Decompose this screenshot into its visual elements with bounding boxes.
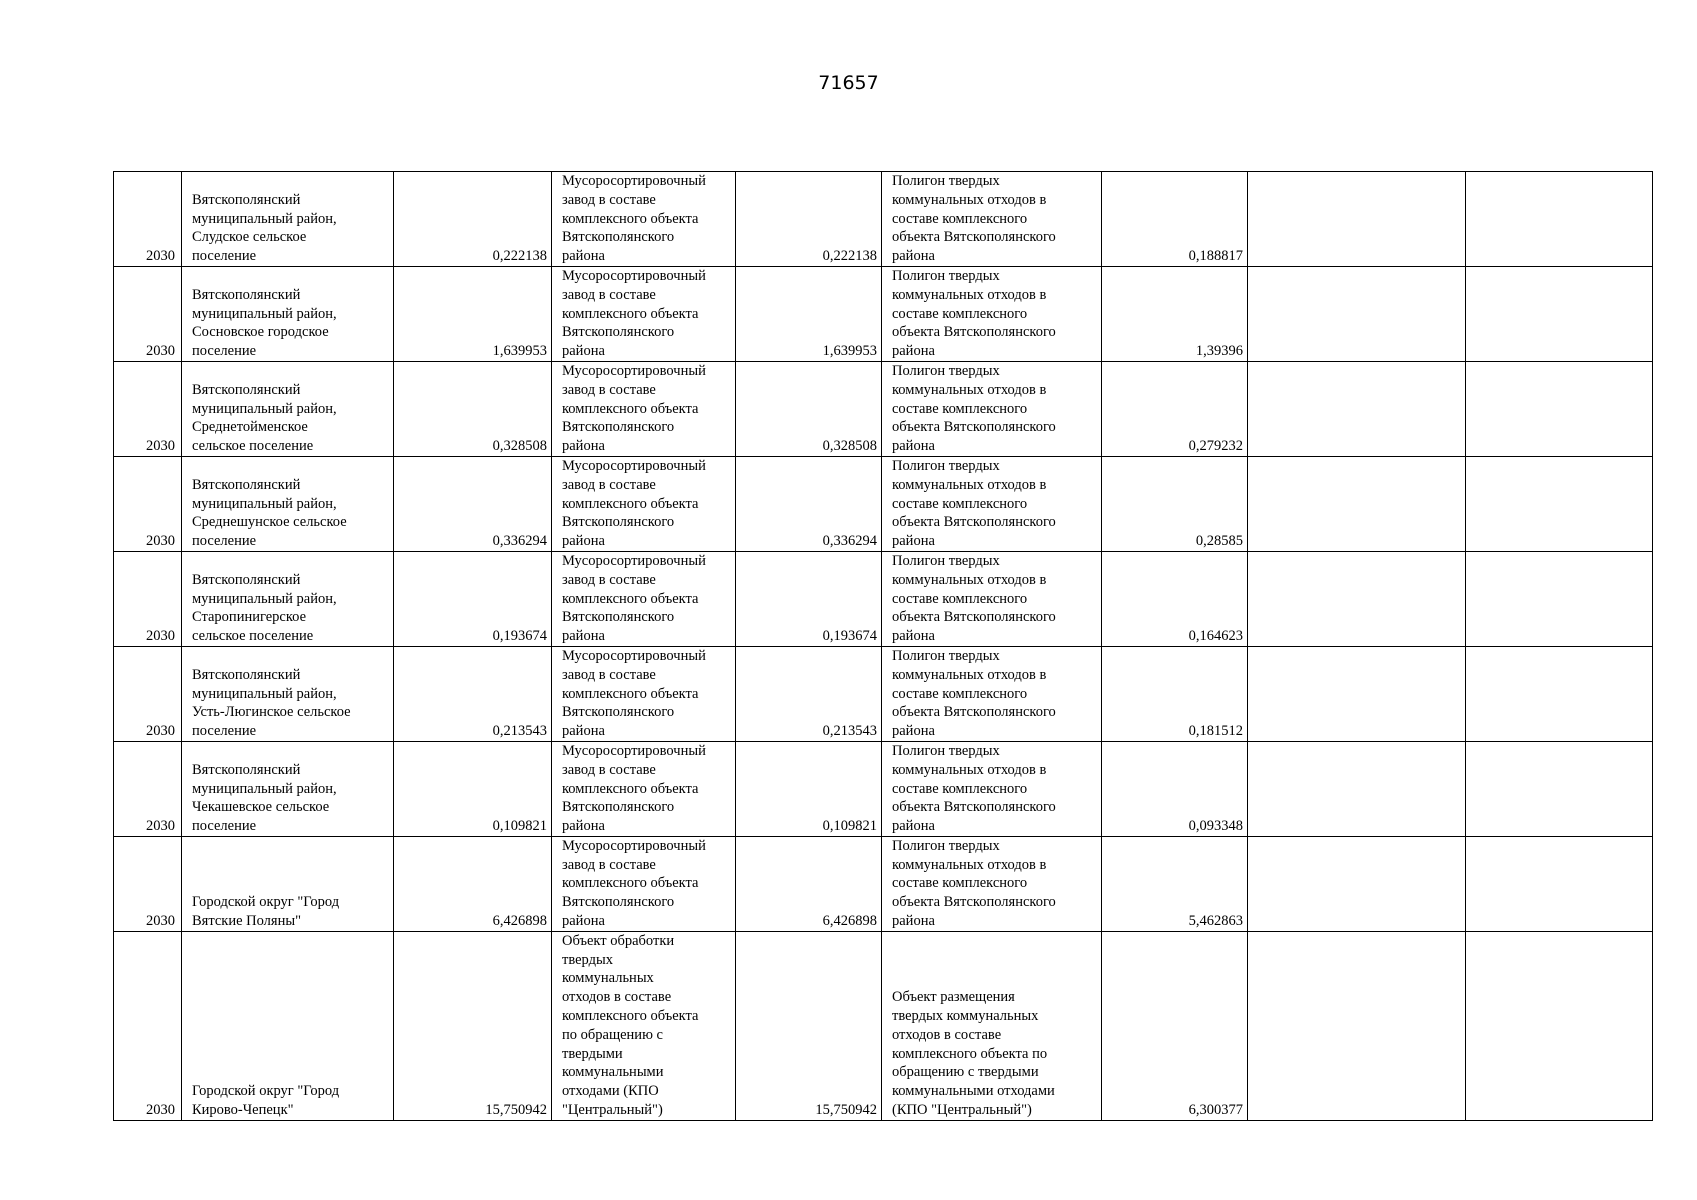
year-cell: 2030	[114, 931, 182, 1120]
empty-cell	[1466, 172, 1653, 267]
processing-facility-cell: Мусоросортировочный завод в составе комплексного объекта Вятскополянского района	[552, 266, 736, 361]
generated-volume-cell: 1,639953	[394, 266, 552, 361]
disposed-volume-cell: 0,279232	[1102, 361, 1248, 456]
empty-cell	[1248, 931, 1466, 1120]
municipality-cell: Вятскополянский муниципальный район, Сосновское городское поселение	[182, 266, 394, 361]
table-row	[114, 172, 1653, 267]
processed-volume-cell: 0,222138	[736, 172, 882, 267]
municipality-cell: Вятскополянский муниципальный район, Среднешунское сельское поселение	[182, 456, 394, 551]
municipality-cell: Вятскополянский муниципальный район, Чекашевское сельское поселение	[182, 741, 394, 836]
processed-volume-cell: 0,328508	[736, 361, 882, 456]
empty-cell	[1466, 931, 1653, 1120]
processing-facility-cell: Объект обработки твердых коммунальных отходов в составе комплексного объекта по обращению с твердыми коммунальными отходами (КПО "Центральный")	[552, 931, 736, 1120]
processed-volume-cell: 6,426898	[736, 836, 882, 931]
generated-volume-cell: 0,213543	[394, 646, 552, 741]
year-cell: 2030	[114, 836, 182, 931]
disposal-facility-cell: Полигон твердых коммунальных отходов в составе комплексного объекта Вятскополянского района	[882, 172, 1102, 267]
processed-volume-cell: 0,213543	[736, 646, 882, 741]
municipality-cell: Городской округ "Город Вятские Поляны"	[182, 836, 394, 931]
disposal-facility-cell: Полигон твердых коммунальных отходов в составе комплексного объекта Вятскополянского района	[882, 741, 1102, 836]
processing-facility-cell: Мусоросортировочный завод в составе комплексного объекта Вятскополянского района	[552, 361, 736, 456]
generated-volume-cell: 0,336294	[394, 456, 552, 551]
table-row	[114, 456, 1653, 551]
processing-facility-cell: Мусоросортировочный завод в составе комплексного объекта Вятскополянского района	[552, 551, 736, 646]
disposal-facility-cell: Полигон твердых коммунальных отходов в составе комплексного объекта Вятскополянского района	[882, 646, 1102, 741]
year-cell: 2030	[114, 361, 182, 456]
processed-volume-cell: 0,336294	[736, 456, 882, 551]
table-body	[114, 172, 1653, 1121]
generated-volume-cell: 15,750942	[394, 931, 552, 1120]
table-row	[114, 931, 1653, 1120]
disposed-volume-cell: 0,164623	[1102, 551, 1248, 646]
empty-cell	[1466, 266, 1653, 361]
disposal-facility-cell: Полигон твердых коммунальных отходов в составе комплексного объекта Вятскополянского района	[882, 456, 1102, 551]
disposed-volume-cell: 5,462863	[1102, 836, 1248, 931]
empty-cell	[1466, 836, 1653, 931]
municipality-cell: Вятскополянский муниципальный район, Усть-Люгинское сельское поселение	[182, 646, 394, 741]
year-cell: 2030	[114, 646, 182, 741]
processed-volume-cell: 0,193674	[736, 551, 882, 646]
municipality-cell: Вятскополянский муниципальный район, Слудское сельское поселение	[182, 172, 394, 267]
processing-facility-cell: Мусоросортировочный завод в составе комплексного объекта Вятскополянского района	[552, 646, 736, 741]
year-cell: 2030	[114, 266, 182, 361]
generated-volume-cell: 0,328508	[394, 361, 552, 456]
processing-facility-cell: Мусоросортировочный завод в составе комплексного объекта Вятскополянского района	[552, 836, 736, 931]
municipality-cell: Городской округ "Город Кирово-Чепецк"	[182, 931, 394, 1120]
table-row	[114, 741, 1653, 836]
disposed-volume-cell: 0,28585	[1102, 456, 1248, 551]
year-cell: 2030	[114, 741, 182, 836]
disposal-facility-cell: Полигон твердых коммунальных отходов в составе комплексного объекта Вятскополянского района	[882, 266, 1102, 361]
empty-cell	[1248, 172, 1466, 267]
generated-volume-cell: 0,193674	[394, 551, 552, 646]
processed-volume-cell: 0,109821	[736, 741, 882, 836]
table-row	[114, 646, 1653, 741]
processing-facility-cell: Мусоросортировочный завод в составе комплексного объекта Вятскополянского района	[552, 456, 736, 551]
table-row	[114, 266, 1653, 361]
empty-cell	[1466, 361, 1653, 456]
disposed-volume-cell: 0,181512	[1102, 646, 1248, 741]
processed-volume-cell: 15,750942	[736, 931, 882, 1120]
empty-cell	[1248, 741, 1466, 836]
disposed-volume-cell: 0,188817	[1102, 172, 1248, 267]
disposed-volume-cell: 0,093348	[1102, 741, 1248, 836]
generated-volume-cell: 0,109821	[394, 741, 552, 836]
disposal-facility-cell: Полигон твердых коммунальных отходов в составе комплексного объекта Вятскополянского района	[882, 361, 1102, 456]
page-number: 71657	[818, 72, 879, 94]
empty-cell	[1248, 646, 1466, 741]
year-cell: 2030	[114, 551, 182, 646]
empty-cell	[1466, 741, 1653, 836]
disposed-volume-cell: 6,300377	[1102, 931, 1248, 1120]
empty-cell	[1248, 266, 1466, 361]
generated-volume-cell: 6,426898	[394, 836, 552, 931]
disposed-volume-cell: 1,39396	[1102, 266, 1248, 361]
empty-cell	[1248, 361, 1466, 456]
disposal-facility-cell: Полигон твердых коммунальных отходов в составе комплексного объекта Вятскополянского района	[882, 836, 1102, 931]
processing-facility-cell: Мусоросортировочный завод в составе комплексного объекта Вятскополянского района	[552, 741, 736, 836]
empty-cell	[1248, 836, 1466, 931]
waste-flow-table	[113, 171, 1653, 1121]
disposal-facility-cell: Полигон твердых коммунальных отходов в составе комплексного объекта Вятскополянского района	[882, 551, 1102, 646]
table-row	[114, 836, 1653, 931]
processing-facility-cell: Мусоросортировочный завод в составе комплексного объекта Вятскополянского района	[552, 172, 736, 267]
municipality-cell: Вятскополянский муниципальный район, Среднетойменское сельское поселение	[182, 361, 394, 456]
table-row	[114, 551, 1653, 646]
processed-volume-cell: 1,639953	[736, 266, 882, 361]
table-row	[114, 361, 1653, 456]
empty-cell	[1466, 551, 1653, 646]
empty-cell	[1466, 646, 1653, 741]
municipality-cell: Вятскополянский муниципальный район, Старопинигерское сельское поселение	[182, 551, 394, 646]
empty-cell	[1466, 456, 1653, 551]
year-cell: 2030	[114, 456, 182, 551]
disposal-facility-cell: Объект размещения твердых коммунальных отходов в составе комплексного объекта по обращению с твердыми коммунальными отходами (КПО "Центральный")	[882, 931, 1102, 1120]
empty-cell	[1248, 551, 1466, 646]
generated-volume-cell: 0,222138	[394, 172, 552, 267]
empty-cell	[1248, 456, 1466, 551]
year-cell: 2030	[114, 172, 182, 267]
